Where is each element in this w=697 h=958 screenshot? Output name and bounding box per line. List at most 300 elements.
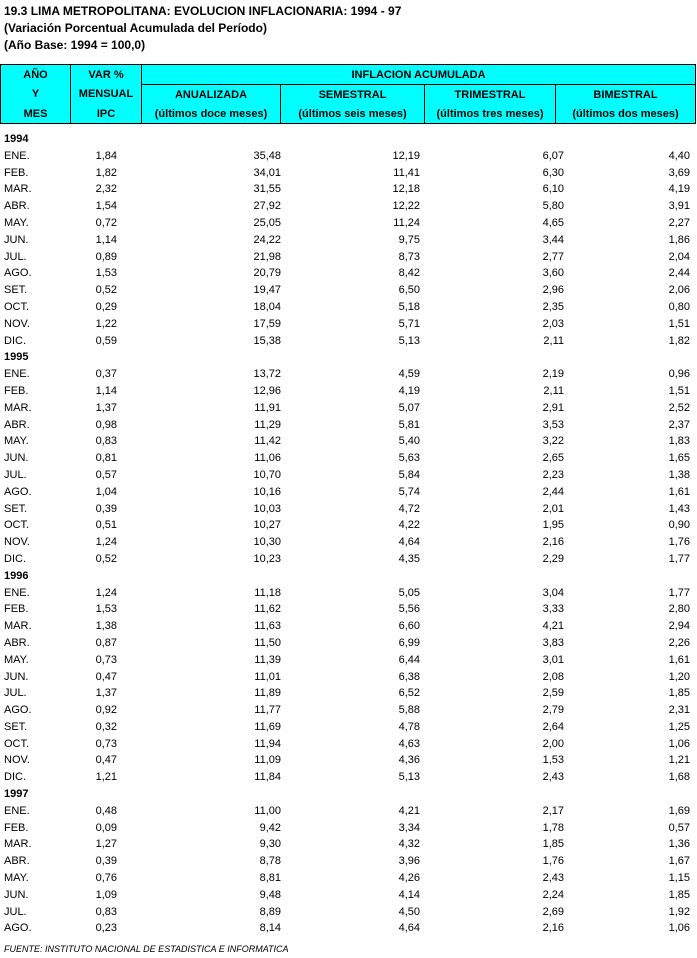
ipc-cell: 1,37 xyxy=(95,687,117,700)
ipc-cell: 0,92 xyxy=(95,704,117,717)
ipc-cell: 0,72 xyxy=(95,216,117,229)
trimestral-cell: 2,96 xyxy=(542,284,564,297)
table-row xyxy=(0,282,695,299)
semestral-cell: 4,14 xyxy=(398,888,420,901)
trimestral-cell: 1,76 xyxy=(542,855,564,868)
table-row xyxy=(0,450,695,467)
bimestral-cell: 1,83 xyxy=(668,435,690,448)
ipc-cell: 0,23 xyxy=(95,922,117,935)
anualizada-cell: 15,38 xyxy=(253,334,281,347)
bimestral-cell: 1,25 xyxy=(668,720,690,733)
semestral-cell: 4,64 xyxy=(398,922,420,935)
month-cell: SET. xyxy=(4,720,28,733)
semestral-cell: 5,40 xyxy=(398,435,420,448)
table-row xyxy=(0,249,695,266)
bimestral-cell: 1,36 xyxy=(668,838,690,851)
month-cell: MAR. xyxy=(4,838,32,851)
ipc-cell: 1,53 xyxy=(95,267,117,280)
trimestral-cell: 2,16 xyxy=(542,922,564,935)
anualizada-cell: 19,47 xyxy=(253,284,281,297)
month-cell: FEB. xyxy=(4,603,29,616)
semestral-cell: 4,36 xyxy=(398,754,420,767)
trimestral-cell: 2,43 xyxy=(542,872,564,885)
semestral-cell: 4,35 xyxy=(398,552,420,565)
bimestral-cell: 1,20 xyxy=(668,670,690,683)
table-row xyxy=(0,601,695,618)
semestral-cell: 5,13 xyxy=(398,771,420,784)
month-cell: NOV. xyxy=(4,754,30,767)
anualizada-cell: 11,18 xyxy=(254,586,281,599)
trimestral-cell: 2,44 xyxy=(542,485,564,498)
semestral-cell: 6,50 xyxy=(398,284,420,297)
anualizada-cell: 13,72 xyxy=(253,368,281,381)
month-cell: JUL. xyxy=(4,905,27,918)
trimestral-cell: 1,95 xyxy=(542,519,564,532)
header-mensual: MENSUAL xyxy=(71,85,142,105)
ipc-cell: 0,73 xyxy=(95,737,117,750)
trimestral-cell: 5,80 xyxy=(542,200,564,213)
header-bimestral: BIMESTRAL xyxy=(556,85,696,105)
month-cell: JUL. xyxy=(4,468,27,481)
anualizada-cell: 11,94 xyxy=(254,737,281,750)
ipc-cell: 1,14 xyxy=(95,384,117,397)
bimestral-cell: 1,21 xyxy=(668,754,690,767)
bimestral-cell: 1,85 xyxy=(668,888,690,901)
bimestral-cell: 2,06 xyxy=(668,284,690,297)
semestral-cell: 5,81 xyxy=(398,418,420,431)
ipc-cell: 0,29 xyxy=(95,300,117,313)
table-row xyxy=(0,501,695,518)
bimestral-cell: 4,40 xyxy=(668,149,690,162)
ipc-cell: 1,37 xyxy=(95,401,117,414)
ipc-cell: 0,89 xyxy=(95,250,117,263)
trimestral-cell: 2,43 xyxy=(542,771,564,784)
month-cell: ABR. xyxy=(4,636,30,649)
bimestral-cell: 2,44 xyxy=(668,267,690,280)
year-row xyxy=(0,786,695,803)
ipc-cell: 0,83 xyxy=(95,435,117,448)
year-label: 1997 xyxy=(4,788,29,801)
table-row xyxy=(0,635,695,652)
ipc-cell: 1,27 xyxy=(95,838,117,851)
month-cell: ABR. xyxy=(4,418,30,431)
semestral-cell: 6,38 xyxy=(398,670,420,683)
month-cell: AGO. xyxy=(4,267,32,280)
trimestral-cell: 2,79 xyxy=(542,704,564,717)
anualizada-cell: 34,01 xyxy=(253,166,281,179)
anualizada-cell: 18,04 xyxy=(253,300,281,313)
ipc-cell: 0,59 xyxy=(95,334,117,347)
trimestral-cell: 3,60 xyxy=(542,267,564,280)
trimestral-cell: 2,00 xyxy=(542,737,564,750)
month-cell: NOV. xyxy=(4,317,30,330)
ipc-cell: 1,09 xyxy=(95,888,117,901)
bimestral-cell: 1,43 xyxy=(668,502,690,515)
anualizada-cell: 8,89 xyxy=(259,905,281,918)
header-inflacion-acumulada: INFLACION ACUMULADA xyxy=(142,65,696,85)
ipc-cell: 0,48 xyxy=(95,804,117,817)
anualizada-cell: 10,70 xyxy=(253,468,281,481)
table-row xyxy=(0,517,695,534)
bimestral-cell: 2,52 xyxy=(668,401,690,414)
bimestral-cell: 1,06 xyxy=(668,737,690,750)
trimestral-cell: 1,85 xyxy=(542,838,564,851)
ipc-cell: 1,04 xyxy=(95,485,117,498)
anualizada-cell: 11,91 xyxy=(254,401,281,414)
semestral-cell: 4,63 xyxy=(398,737,420,750)
table-row xyxy=(0,702,695,719)
table-row xyxy=(0,484,695,501)
month-cell: ENE. xyxy=(4,804,30,817)
semestral-cell: 11,41 xyxy=(393,166,420,179)
table-row xyxy=(0,299,695,316)
table-row xyxy=(0,853,695,870)
month-cell: ENE. xyxy=(4,586,30,599)
document-title-block xyxy=(4,3,401,54)
semestral-cell: 6,44 xyxy=(398,653,420,666)
bimestral-cell: 1,69 xyxy=(668,804,690,817)
month-cell: FEB. xyxy=(4,166,29,179)
bimestral-cell: 3,69 xyxy=(668,166,690,179)
ipc-cell: 0,52 xyxy=(95,284,117,297)
table-row xyxy=(0,181,695,198)
semestral-cell: 11,24 xyxy=(393,216,420,229)
table-row xyxy=(0,198,695,215)
bimestral-cell: 1,06 xyxy=(668,922,690,935)
month-cell: NOV. xyxy=(4,536,30,549)
anualizada-cell: 21,98 xyxy=(253,250,281,263)
anualizada-cell: 31,55 xyxy=(253,183,281,196)
bimestral-cell: 0,90 xyxy=(668,519,690,532)
trimestral-cell: 2,77 xyxy=(542,250,564,263)
semestral-cell: 4,32 xyxy=(398,838,420,851)
month-cell: JUN. xyxy=(4,670,29,683)
base-year-note: (Año Base: 1994 = 100,0) xyxy=(4,38,146,52)
table-row xyxy=(0,719,695,736)
ipc-cell: 1,24 xyxy=(95,586,117,599)
anualizada-cell: 11,01 xyxy=(254,670,281,683)
semestral-cell: 8,42 xyxy=(398,267,420,280)
semestral-cell: 5,13 xyxy=(398,334,420,347)
trimestral-cell: 2,16 xyxy=(542,536,564,549)
anualizada-cell: 35,48 xyxy=(253,149,281,162)
ipc-cell: 1,22 xyxy=(95,317,117,330)
month-cell: MAR. xyxy=(4,183,32,196)
anualizada-cell: 11,69 xyxy=(254,720,281,733)
semestral-cell: 5,56 xyxy=(398,603,420,616)
anualizada-cell: 11,89 xyxy=(254,687,281,700)
trimestral-cell: 2,19 xyxy=(542,368,564,381)
anualizada-cell: 11,29 xyxy=(254,418,281,431)
ipc-cell: 0,47 xyxy=(95,670,117,683)
trimestral-cell: 2,69 xyxy=(542,905,564,918)
trimestral-cell: 2,08 xyxy=(542,670,564,683)
bimestral-cell: 0,57 xyxy=(668,821,690,834)
header-y: Y xyxy=(1,85,71,105)
trimestral-cell: 2,11 xyxy=(543,384,564,397)
semestral-cell: 12,18 xyxy=(392,183,420,196)
trimestral-cell: 3,01 xyxy=(542,653,564,666)
ipc-cell: 0,73 xyxy=(95,653,117,666)
table-row xyxy=(0,652,695,669)
month-cell: SET. xyxy=(4,284,28,297)
semestral-cell: 8,73 xyxy=(398,250,420,263)
month-cell: JUN. xyxy=(4,452,29,465)
trimestral-cell: 2,64 xyxy=(542,720,564,733)
month-cell: OCT. xyxy=(4,300,30,313)
trimestral-cell: 6,30 xyxy=(542,166,564,179)
bimestral-cell: 2,37 xyxy=(668,418,690,431)
bimestral-cell: 1,61 xyxy=(668,485,690,498)
month-cell: DIC. xyxy=(4,334,26,347)
semestral-cell: 5,63 xyxy=(398,452,420,465)
anualizada-cell: 11,84 xyxy=(254,771,281,784)
year-row xyxy=(0,131,695,148)
anualizada-cell: 11,42 xyxy=(254,435,281,448)
trimestral-cell: 3,44 xyxy=(542,233,564,246)
header-var: VAR % xyxy=(71,65,142,85)
ipc-cell: 1,54 xyxy=(95,200,117,213)
trimestral-cell: 1,53 xyxy=(542,754,564,767)
trimestral-cell: 2,03 xyxy=(542,317,564,330)
bimestral-cell: 1,77 xyxy=(668,552,690,565)
table-row xyxy=(0,870,695,887)
bimestral-cell: 1,86 xyxy=(668,233,690,246)
anualizada-cell: 11,50 xyxy=(254,636,281,649)
table-row xyxy=(0,904,695,921)
semestral-cell: 5,74 xyxy=(398,485,420,498)
anualizada-cell: 11,06 xyxy=(254,452,281,465)
trimestral-cell: 6,10 xyxy=(542,183,564,196)
semestral-cell: 4,64 xyxy=(398,536,420,549)
header-ano: AÑO xyxy=(1,65,71,85)
ipc-cell: 0,76 xyxy=(95,872,117,885)
table-body xyxy=(0,131,695,937)
table-row xyxy=(0,752,695,769)
table-row xyxy=(0,333,695,350)
ipc-cell: 0,83 xyxy=(95,905,117,918)
anualizada-cell: 20,79 xyxy=(253,267,281,280)
anualizada-cell: 10,16 xyxy=(253,485,281,498)
ipc-cell: 2,32 xyxy=(95,183,117,196)
month-cell: MAR. xyxy=(4,401,32,414)
ipc-cell: 0,37 xyxy=(95,368,117,381)
trimestral-cell: 1,78 xyxy=(542,821,564,834)
bimestral-cell: 1,92 xyxy=(668,905,690,918)
ipc-cell: 1,38 xyxy=(95,620,117,633)
header-anualizada: ANUALIZADA xyxy=(142,85,281,105)
anualizada-cell: 17,59 xyxy=(253,317,281,330)
ipc-cell: 0,87 xyxy=(95,636,117,649)
ipc-cell: 1,21 xyxy=(95,771,117,784)
ipc-cell: 0,52 xyxy=(95,552,117,565)
bimestral-cell: 1,77 xyxy=(668,586,690,599)
month-cell: FEB. xyxy=(4,821,29,834)
semestral-cell: 5,18 xyxy=(398,300,420,313)
table-row xyxy=(0,769,695,786)
month-cell: ABR. xyxy=(4,200,30,213)
anualizada-cell: 11,39 xyxy=(254,653,281,666)
bimestral-cell: 0,96 xyxy=(668,368,690,381)
year-label: 1996 xyxy=(4,569,29,582)
bimestral-cell: 1,82 xyxy=(668,334,690,347)
month-cell: MAY. xyxy=(4,653,29,666)
anualizada-cell: 9,48 xyxy=(259,888,281,901)
bimestral-cell: 1,85 xyxy=(668,687,690,700)
trimestral-cell: 2,17 xyxy=(542,804,564,817)
month-cell: AGO. xyxy=(4,485,32,498)
table-row xyxy=(0,232,695,249)
semestral-cell: 5,07 xyxy=(398,401,420,414)
ipc-cell: 1,53 xyxy=(95,603,117,616)
table-row xyxy=(0,920,695,937)
month-cell: AGO. xyxy=(4,704,32,717)
bimestral-cell: 1,61 xyxy=(668,653,690,666)
header-ipc: IPC xyxy=(71,104,142,124)
table-row xyxy=(0,618,695,635)
semestral-cell: 5,88 xyxy=(398,704,420,717)
bimestral-cell: 1,68 xyxy=(668,771,690,784)
month-cell: AGO. xyxy=(4,922,32,935)
trimestral-cell: 2,91 xyxy=(542,401,564,414)
semestral-cell: 4,26 xyxy=(398,872,420,885)
bimestral-cell: 1,67 xyxy=(668,855,690,868)
month-cell: SET. xyxy=(4,502,28,515)
month-cell: MAY. xyxy=(4,435,29,448)
month-cell: DIC. xyxy=(4,552,26,565)
trimestral-cell: 2,29 xyxy=(542,552,564,565)
header-semestral: SEMESTRAL xyxy=(281,85,425,105)
year-row xyxy=(0,349,695,366)
month-cell: DIC. xyxy=(4,771,26,784)
table-row xyxy=(0,736,695,753)
header-trimestral: TRIMESTRAL xyxy=(425,85,556,105)
table-row xyxy=(0,585,695,602)
year-label: 1994 xyxy=(4,133,29,145)
anualizada-cell: 11,77 xyxy=(254,704,281,717)
trimestral-cell: 2,65 xyxy=(542,452,564,465)
table-row xyxy=(0,433,695,450)
trimestral-cell: 3,33 xyxy=(542,603,564,616)
month-cell: FEB. xyxy=(4,384,29,397)
semestral-cell: 5,84 xyxy=(398,468,420,481)
ipc-cell: 0,57 xyxy=(95,468,117,481)
bimestral-cell: 1,51 xyxy=(668,384,690,397)
semestral-cell: 4,59 xyxy=(398,368,420,381)
header-trimestral-sub: (últimos tres meses) xyxy=(425,104,556,124)
trimestral-cell: 3,04 xyxy=(542,586,564,599)
ipc-cell: 0,39 xyxy=(95,502,117,515)
bimestral-cell: 4,19 xyxy=(668,183,690,196)
semestral-cell: 5,71 xyxy=(398,317,420,330)
table-row xyxy=(0,534,695,551)
month-cell: OCT. xyxy=(4,737,30,750)
ipc-cell: 1,14 xyxy=(95,233,117,246)
ipc-cell: 1,82 xyxy=(95,166,117,179)
anualizada-cell: 9,30 xyxy=(259,838,281,851)
table-row xyxy=(0,820,695,837)
semestral-cell: 5,05 xyxy=(398,586,420,599)
anualizada-cell: 11,63 xyxy=(254,620,281,633)
header-mes: MES xyxy=(1,104,71,124)
bimestral-cell: 1,51 xyxy=(668,317,690,330)
ipc-cell: 0,09 xyxy=(95,821,117,834)
month-cell: JUL. xyxy=(4,687,27,700)
semestral-cell: 4,21 xyxy=(398,804,420,817)
table-row xyxy=(0,316,695,333)
table-row xyxy=(0,265,695,282)
semestral-cell: 4,50 xyxy=(398,905,420,918)
header-anualizada-sub: (últimos doce meses) xyxy=(142,104,281,124)
month-cell: ABR. xyxy=(4,855,30,868)
semestral-cell: 12,19 xyxy=(392,149,420,162)
ipc-cell: 1,84 xyxy=(95,149,117,162)
source-footer: FUENTE: INSTITUTO NACIONAL DE ESTADISTICA E INFORMATICA xyxy=(4,944,289,954)
table-row xyxy=(0,366,695,383)
bimestral-cell: 1,15 xyxy=(668,872,690,885)
semestral-cell: 6,99 xyxy=(398,636,420,649)
anualizada-cell: 8,14 xyxy=(259,922,281,935)
table-title: 19.3 LIMA METROPOLITANA: EVOLUCION INFLACIONARIA: 1994 - 97 xyxy=(4,4,402,18)
anualizada-cell: 10,23 xyxy=(253,552,281,565)
anualizada-cell: 25,05 xyxy=(253,216,281,229)
table-header xyxy=(0,64,696,124)
month-cell: MAR. xyxy=(4,620,32,633)
trimestral-cell: 2,24 xyxy=(542,888,564,901)
table-row xyxy=(0,417,695,434)
semestral-cell: 4,78 xyxy=(398,720,420,733)
anualizada-cell: 10,03 xyxy=(253,502,281,515)
month-cell: OCT. xyxy=(4,519,30,532)
anualizada-cell: 11,00 xyxy=(254,804,281,817)
semestral-cell: 4,72 xyxy=(398,502,420,515)
trimestral-cell: 2,59 xyxy=(542,687,564,700)
year-label: 1995 xyxy=(4,351,29,364)
semestral-cell: 4,22 xyxy=(398,519,420,532)
table-row xyxy=(0,551,695,568)
trimestral-cell: 4,65 xyxy=(542,216,564,229)
bimestral-cell: 2,94 xyxy=(668,620,690,633)
table-subtitle: (Variación Porcentual Acumulada del Período) xyxy=(4,21,267,35)
bimestral-cell: 2,26 xyxy=(668,636,690,649)
anualizada-cell: 11,62 xyxy=(254,603,281,616)
trimestral-cell: 4,21 xyxy=(542,620,564,633)
table-row xyxy=(0,887,695,904)
table-row xyxy=(0,836,695,853)
trimestral-cell: 2,01 xyxy=(542,502,564,515)
table-row xyxy=(0,165,695,182)
month-cell: JUL. xyxy=(4,250,27,263)
anualizada-cell: 27,92 xyxy=(253,200,281,213)
anualizada-cell: 24,22 xyxy=(253,233,281,246)
bimestral-cell: 1,65 xyxy=(668,452,690,465)
semestral-cell: 12,22 xyxy=(392,200,420,213)
trimestral-cell: 3,83 xyxy=(542,636,564,649)
trimestral-cell: 3,53 xyxy=(542,418,564,431)
month-cell: ENE. xyxy=(4,149,30,162)
bimestral-cell: 0,80 xyxy=(668,300,690,313)
bimestral-cell: 3,91 xyxy=(668,200,690,213)
table-row xyxy=(0,685,695,702)
semestral-cell: 4,19 xyxy=(398,384,420,397)
trimestral-cell: 3,22 xyxy=(542,435,564,448)
bimestral-cell: 2,04 xyxy=(668,250,690,263)
trimestral-cell: 2,11 xyxy=(543,334,564,347)
trimestral-cell: 2,23 xyxy=(542,468,564,481)
anualizada-cell: 8,78 xyxy=(259,855,281,868)
table-row xyxy=(0,400,695,417)
anualizada-cell: 10,27 xyxy=(253,519,281,532)
